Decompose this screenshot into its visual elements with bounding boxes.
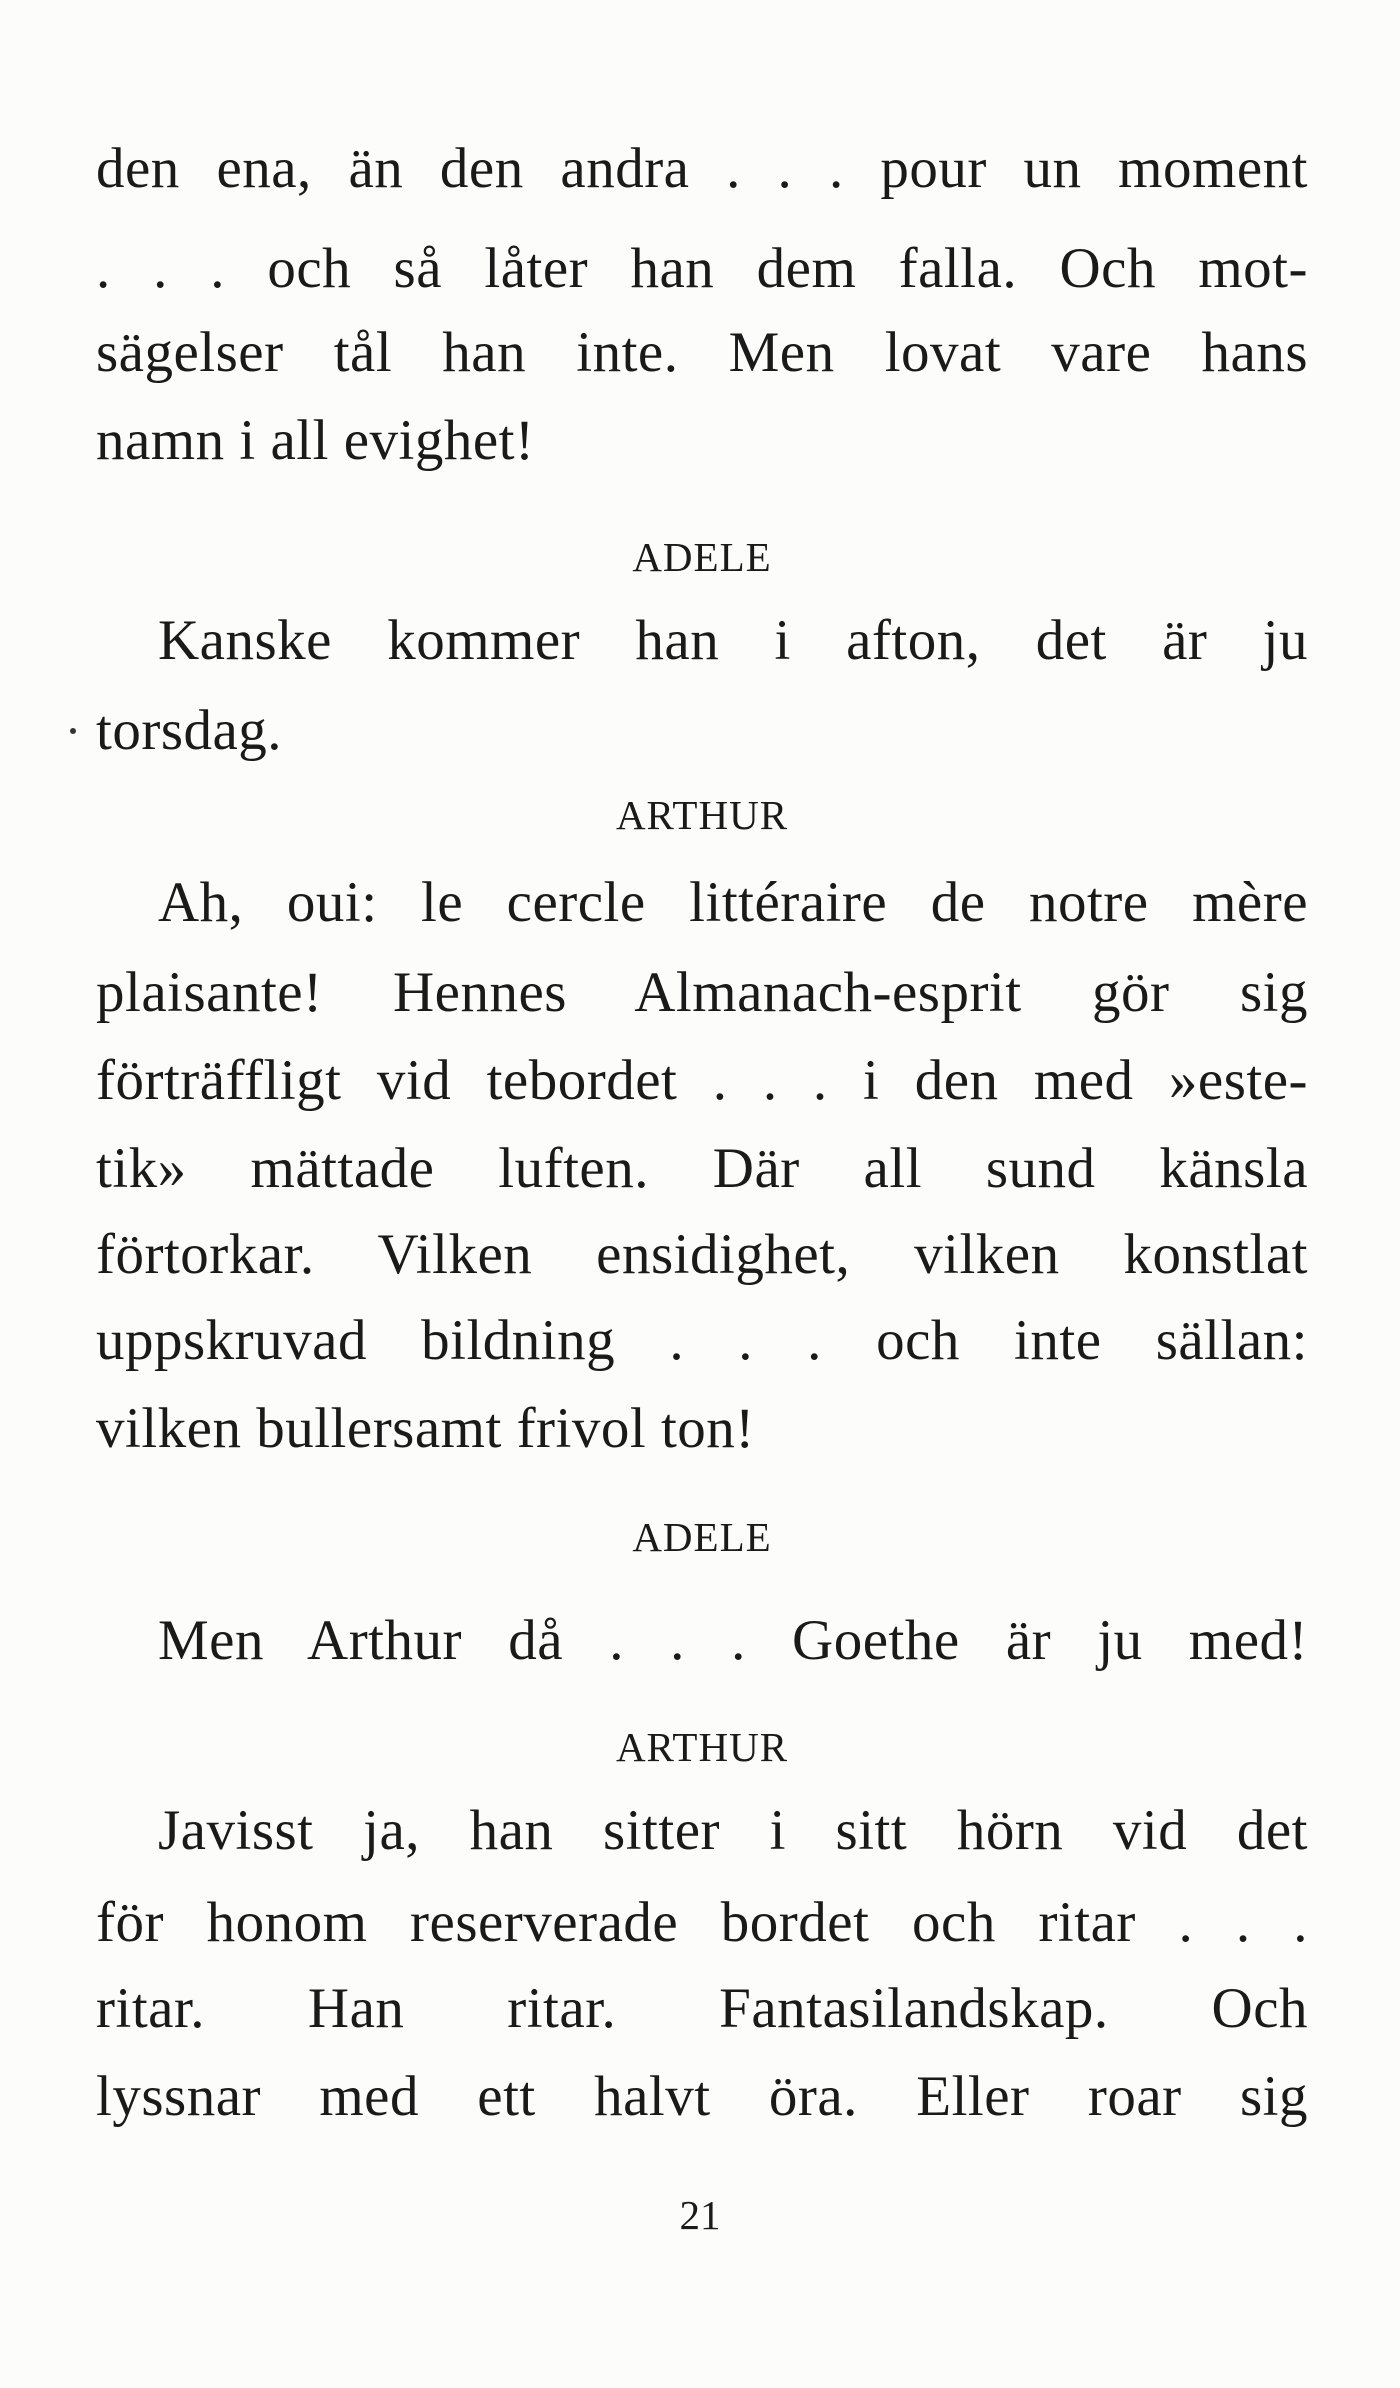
text-line: Kanske kommer han i afton, det är ju	[158, 609, 1308, 672]
text-line: torsdag.	[96, 699, 283, 762]
text-line: sägelser tål han inte. Men lovat vare hans	[96, 321, 1308, 384]
text-line: ritar. Han ritar. Fantasilandskap. Och	[96, 1977, 1308, 2040]
text-line: . . . och så låter han dem falla. Och mot-	[96, 237, 1308, 300]
speaker-name: ARTHUR	[615, 1724, 789, 1770]
text-line: Ah, oui: le cercle littéraire de notre mère	[158, 871, 1308, 934]
text-line: plaisante! Hennes Almanach-esprit gör sig	[96, 961, 1308, 1024]
text-line: tik» mättade luften. Där all sund känsla	[96, 1137, 1308, 1200]
text-line: för honom reserverade bordet och ritar . . .	[96, 1891, 1308, 1954]
text-line: vilken bullersamt frivol ton!	[96, 1397, 755, 1460]
print-speck	[70, 728, 76, 734]
text-line: uppskruvad bildning . . . och inte sällan:	[96, 1309, 1308, 1372]
text-line: lyssnar med ett halvt öra. Eller roar sig	[96, 2065, 1308, 2128]
text-line: förtorkar. Vilken ensidighet, vilken konstlat	[96, 1223, 1308, 1286]
speaker-name: ADELE	[632, 534, 772, 580]
text-line: den ena, än den andra . . . pour un moment	[96, 137, 1308, 200]
page-number: 21	[679, 2192, 721, 2238]
text-line: Javisst ja, han sitter i sitt hörn vid det	[158, 1799, 1308, 1862]
text-line: förträffligt vid tebordet . . . i den med »este-	[96, 1049, 1308, 1112]
speaker-name: ADELE	[632, 1514, 772, 1560]
text-line: Men Arthur då . . . Goethe är ju med!	[158, 1609, 1308, 1672]
speaker-name: ARTHUR	[615, 792, 789, 838]
text-line: namn i all evighet!	[96, 409, 535, 472]
